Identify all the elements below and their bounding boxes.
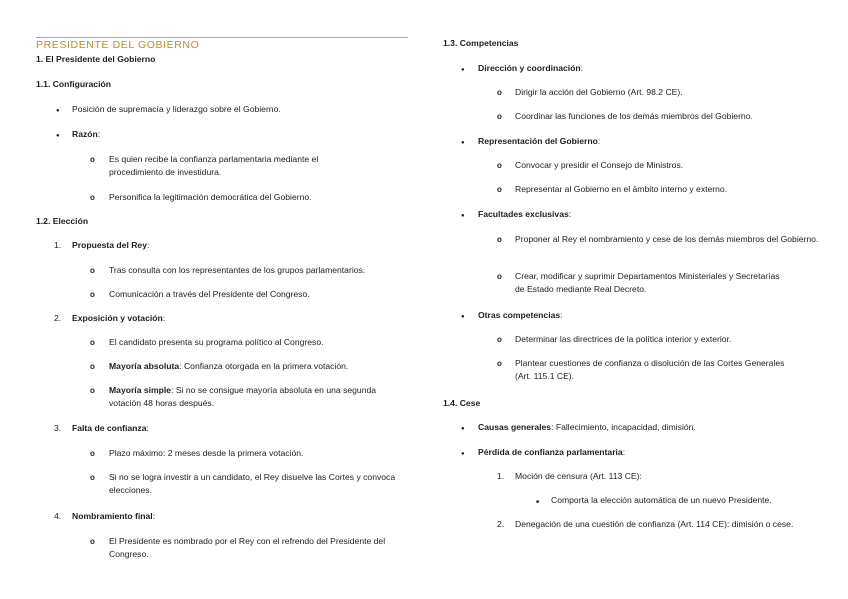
section-heading-competencias: 1.3. Competencias — [443, 38, 519, 48]
bullet-circle-icon — [90, 535, 95, 548]
item-label: Causas generales — [478, 422, 552, 432]
list-item: Tras consulta con los representantes de los grupos parlamentarios. — [109, 265, 366, 275]
item-label: Pérdida de confianza parlamentaria — [478, 447, 623, 457]
bullet-circle-icon — [90, 264, 95, 277]
section-heading-eleccion: 1.2. Elección — [36, 216, 89, 226]
bullet-disc-icon — [461, 446, 465, 461]
item-suffix: : — [146, 240, 150, 250]
item-label: Representación del Gobierno — [478, 136, 598, 146]
item-text: : Fallecimiento, incapacidad, dimisión. — [551, 422, 696, 432]
list-item — [478, 208, 571, 221]
item-suffix: : — [560, 310, 563, 320]
list-item: Proponer al Rey el nombramiento y cese de los demás miembros del Gobierno. — [515, 234, 819, 244]
list-item: Determinar las directrices de la política interior y exterior. — [515, 334, 732, 344]
list-number: 4. — [54, 511, 62, 521]
bullet-circle-icon — [497, 270, 502, 283]
document-header-title: PRESIDENTE DEL GOBIERNO — [36, 39, 200, 51]
list-item — [109, 360, 348, 373]
bullet-circle-icon — [90, 153, 95, 166]
section-heading-cese: 1.4. Cese — [443, 398, 481, 408]
item-text: : Si no se consigue mayoría absoluta en una segunda votación 48 horas después. — [109, 385, 377, 408]
list-item — [478, 421, 696, 434]
list-item: Convocar y presidir el Consejo de Ministros. — [515, 160, 684, 170]
bullet-disc-icon — [461, 309, 465, 324]
list-number: 3. — [54, 423, 62, 433]
list-item: Comporta la elección automática de un nuevo Presidente. — [551, 495, 772, 505]
bullet-disc-icon — [461, 62, 465, 77]
item-label: Otras competencias — [478, 310, 561, 320]
item-label: Falta de confianza — [72, 423, 147, 433]
list-item — [478, 309, 563, 322]
list-item: Plantear cuestiones de confianza o disolución de las Cortes Generales (Art. 115.1 CE). — [515, 358, 785, 381]
list-item — [478, 446, 625, 459]
list-item: Denegación de una cuestión de confianza (Art. 114 CE): dimisión o cese. — [515, 519, 794, 529]
list-number: 2. — [497, 519, 505, 529]
item-suffix: : — [152, 511, 156, 521]
item-label: Mayoría simple — [109, 385, 172, 395]
item-suffix: : — [580, 63, 584, 73]
list-item: Moción de censura (Art. 113 CE): — [515, 471, 642, 481]
list-item — [478, 62, 583, 75]
bullet-square-icon — [536, 494, 539, 509]
item-suffix: : — [568, 209, 572, 219]
header-rule — [36, 37, 408, 38]
item-label: Facultades exclusivas — [478, 209, 569, 219]
list-item: Posición de supremacía y liderazgo sobre el Gobierno. — [72, 104, 281, 114]
list-item: Representar al Gobierno en el ámbito interno y externo. — [515, 184, 728, 194]
bullet-disc-icon — [461, 135, 465, 150]
bullet-disc-icon — [461, 421, 465, 436]
list-item: Comunicación a través del Presidente del Congreso. — [109, 289, 310, 299]
list-number: 2. — [54, 313, 62, 323]
list-item — [72, 312, 165, 325]
list-item: Dirigir la acción del Gobierno (Art. 98.2 CE). — [515, 87, 683, 97]
item-suffix: : — [162, 313, 166, 323]
item-label: Razón — [72, 129, 98, 139]
bullet-circle-icon — [497, 233, 502, 246]
bullet-circle-icon — [90, 447, 95, 460]
item-text: : Confianza otorgada en la primera votación. — [179, 361, 349, 371]
section-heading-configuracion: 1.1. Configuración — [36, 79, 111, 89]
list-item — [72, 510, 155, 523]
item-suffix: : — [597, 136, 601, 146]
bullet-circle-icon — [90, 336, 95, 349]
item-suffix: : — [146, 423, 149, 433]
list-item: Personifica la legitimación democrática del Gobierno. — [109, 192, 312, 202]
list-item — [72, 239, 149, 252]
bullet-circle-icon — [90, 384, 95, 397]
list-item — [109, 384, 377, 410]
item-label: Mayoría absoluta — [109, 361, 180, 371]
list-item: Crear, modificar y suprimir Departamentos Ministeriales y Secretarías de Estado mediante Real Decreto. — [515, 271, 780, 294]
list-item — [72, 422, 149, 435]
bullet-disc-icon — [461, 208, 465, 223]
bullet-circle-icon — [497, 357, 502, 370]
bullet-circle-icon — [497, 159, 502, 172]
list-item: El candidato presenta su programa político al Congreso. — [109, 337, 324, 347]
list-item — [478, 135, 600, 148]
bullet-circle-icon — [497, 183, 502, 196]
bullet-circle-icon — [90, 288, 95, 301]
list-number: 1. — [54, 240, 62, 250]
item-label: Nombramiento final — [72, 511, 153, 521]
bullet-circle-icon — [497, 110, 502, 123]
main-heading: 1. El Presidente del Gobierno — [36, 54, 156, 64]
bullet-circle-icon — [90, 471, 95, 484]
list-item: Coordinar las funciones de los demás miembros del Gobierno. — [515, 111, 753, 121]
list-item: Plazo máximo: 2 meses desde la primera votación. — [109, 448, 304, 458]
list-item — [72, 128, 100, 141]
list-item: El Presidente es nombrado por el Rey con el refrendo del Presidente del Congreso. — [109, 536, 386, 559]
bullet-circle-icon — [497, 86, 502, 99]
list-number: 1. — [497, 471, 505, 481]
bullet-circle-icon — [497, 333, 502, 346]
bullet-circle-icon — [90, 360, 95, 373]
bullet-disc-icon — [56, 128, 60, 143]
bullet-circle-icon — [90, 191, 95, 204]
list-item: Si no se logra investir a un candidato, el Rey disuelve las Cortes y convoca elecciones. — [109, 472, 396, 495]
list-item: Es quien recibe la confianza parlamentaria mediante el procedimiento de investidura. — [109, 154, 319, 177]
item-label: Exposición y votación — [72, 313, 163, 323]
item-suffix: : — [97, 129, 101, 139]
item-label: Dirección y coordinación — [478, 63, 581, 73]
bullet-disc-icon — [56, 103, 60, 118]
item-label: Propuesta del Rey — [72, 240, 147, 250]
item-suffix: : — [622, 447, 626, 457]
